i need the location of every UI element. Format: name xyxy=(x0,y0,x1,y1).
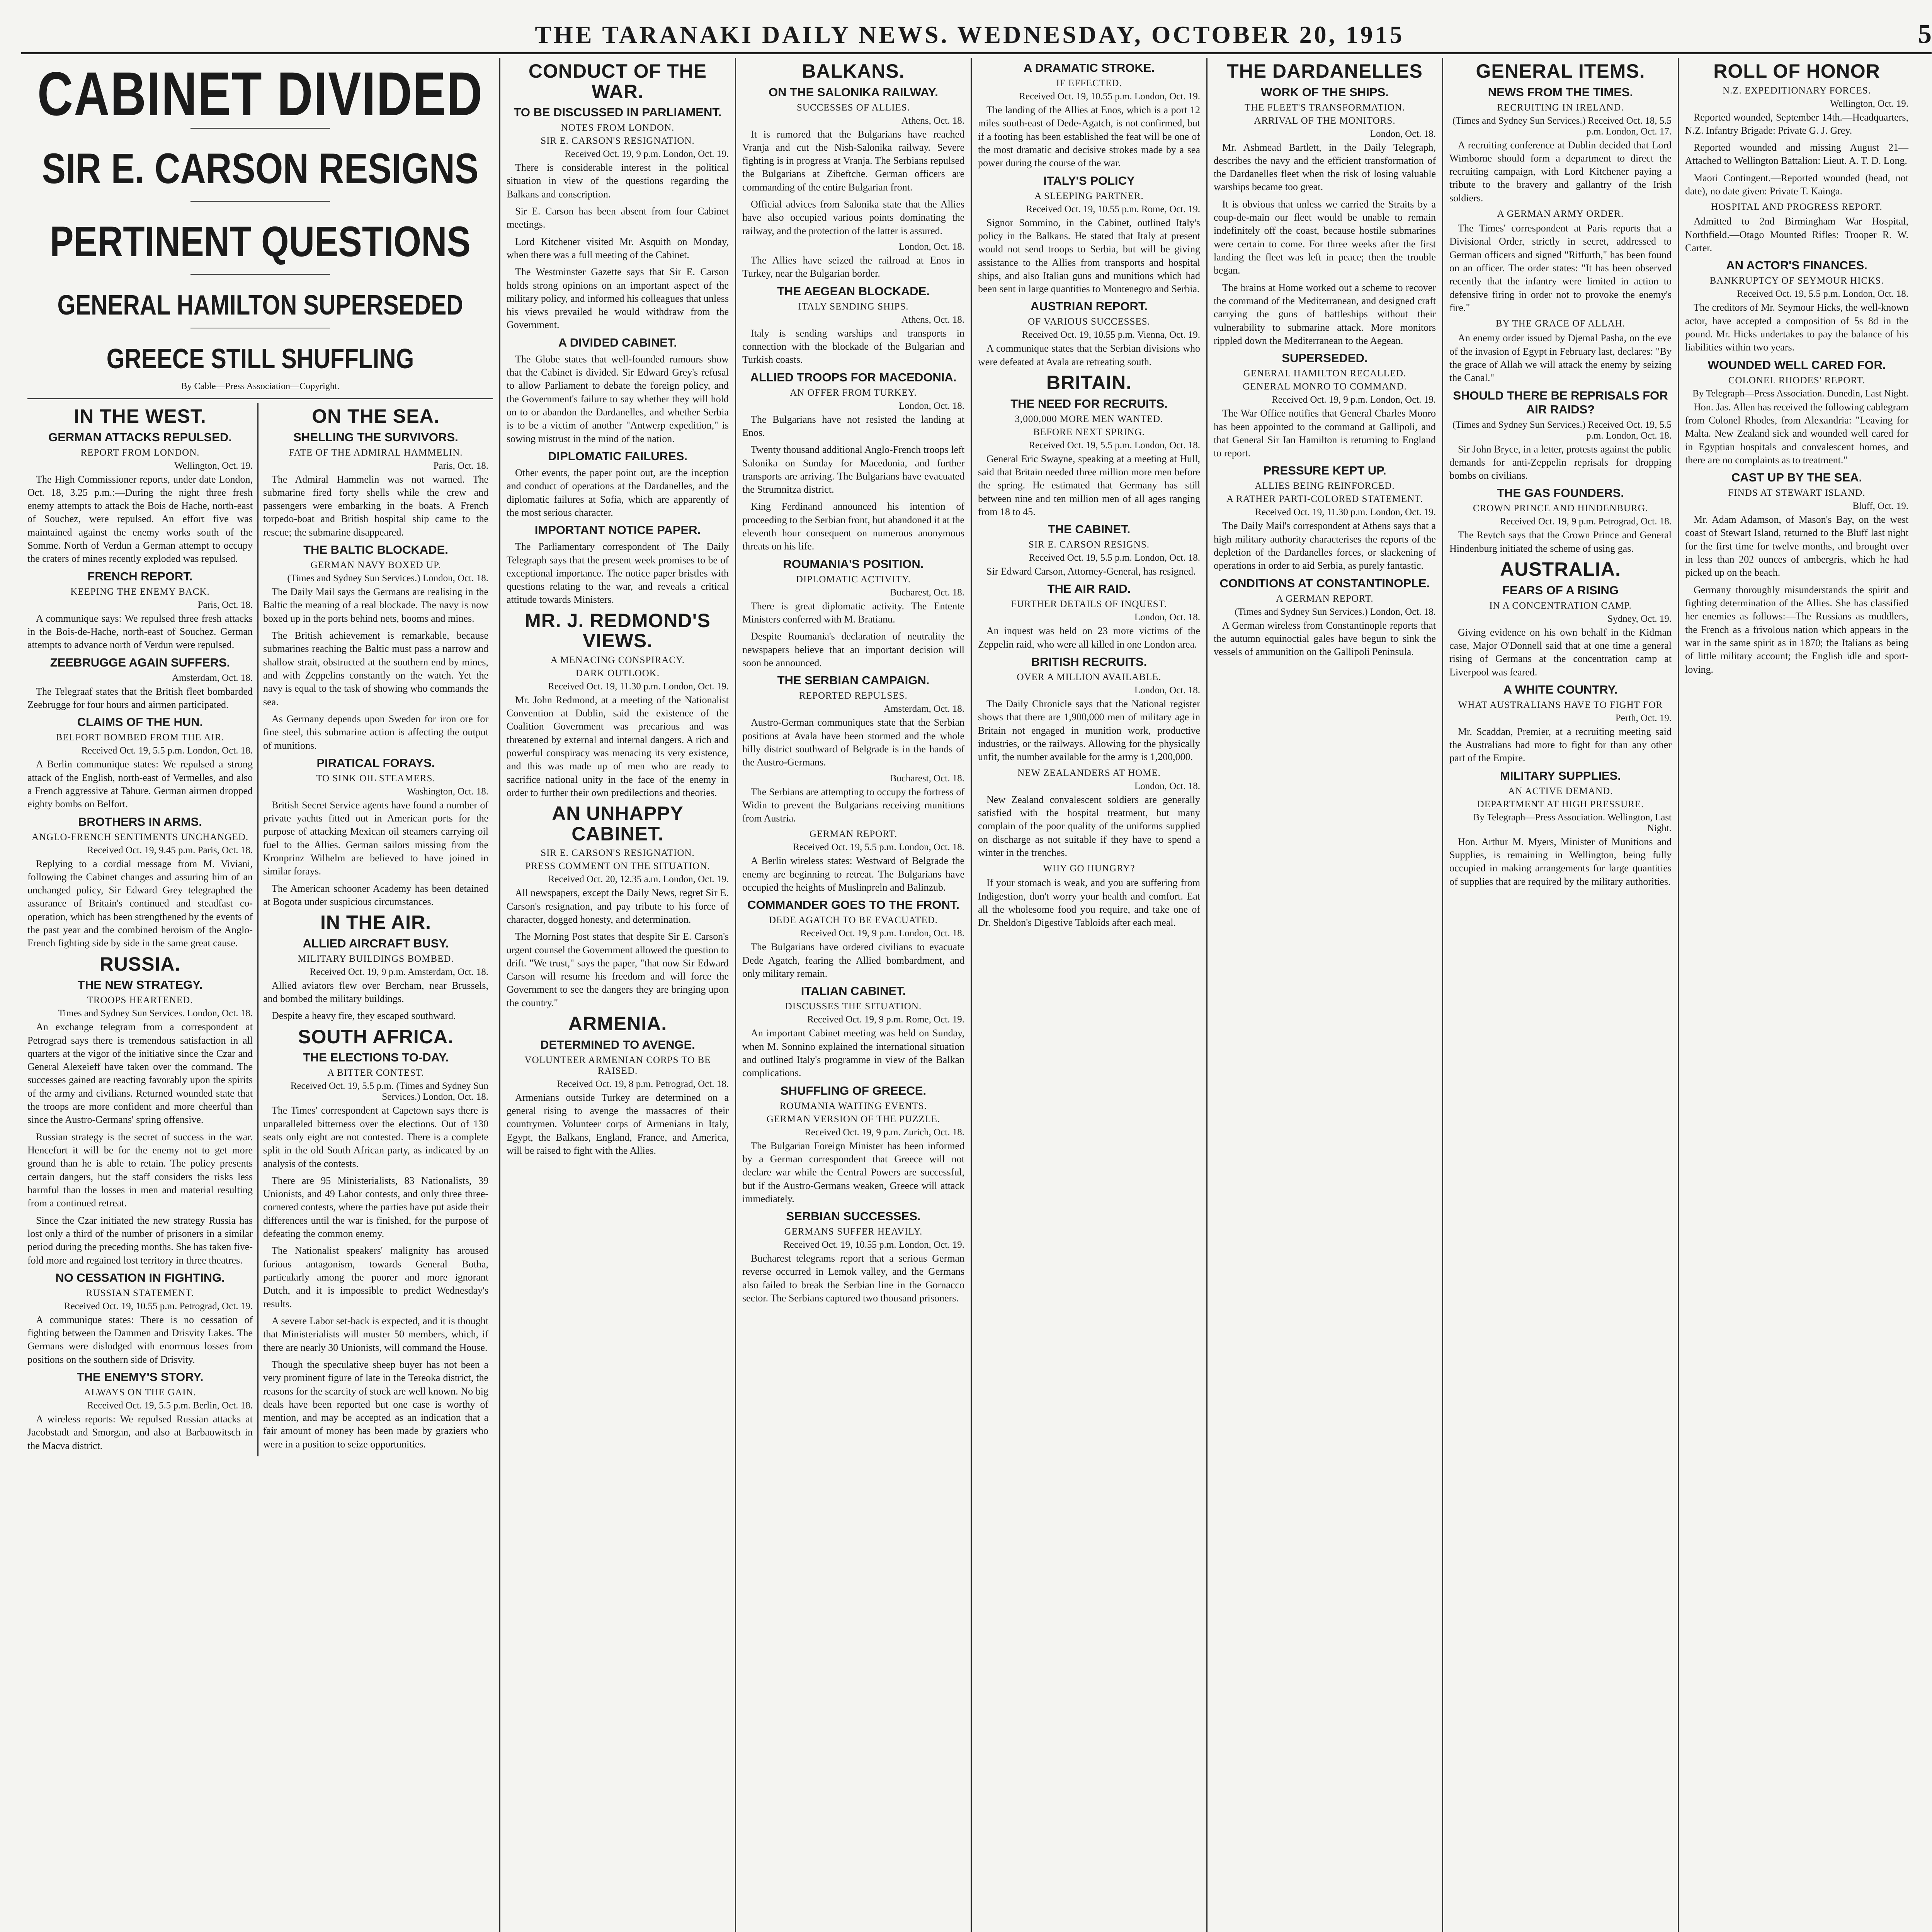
article-text: Though the speculative sheep buyer has not been a very prominent figure of late in the Tereoka district, the reasons for the scarcity of stock are well known. No big deals have been reported but one case is worthy of mention, and may be accepted as an indication that a fair amount of money has been made by graziers who were in a position to seize opportunities. xyxy=(263,1359,488,1450)
subheadline: AN ACTOR'S FINANCES. xyxy=(1726,259,1867,272)
article-text: Mr. Adam Adamson, of Mason's Bay, on the west coast of Stewart Island, returned to the Bluff last night for the first time for twelve months, and brought over in less than 202 ounces of ambergris, which he had picked up on the beach. xyxy=(1685,514,1908,578)
dateline: Amsterdam, Oct. 18. xyxy=(884,704,964,714)
deck: CROWN PRINCE AND HINDENBURG. xyxy=(1473,503,1648,514)
article-text: Despite a heavy fire, they escaped southward. xyxy=(272,1010,456,1022)
article-text: Allied aviators flew over Bercham, near Brussels, and bombed the military buildings. xyxy=(263,980,488,1005)
deck: DISCUSSES THE SITUATION. xyxy=(785,1001,922,1012)
article-text: A communique says: We repulsed three fresh attacks in the Bois-de-Hache, north-east of Souchez. German attempts to advance north of Verdun were repulsed. xyxy=(27,612,253,651)
dateline: London, Oct. 18. xyxy=(898,242,964,252)
dateline: Times and Sydney Sun Services. London, Oct. 18. xyxy=(58,1008,253,1019)
subheadline: SUPERSEDED. xyxy=(1282,351,1368,365)
article-text: Maori Contingent.—Reported wounded (head, not date), no date given: Private T. Kainga. xyxy=(1685,172,1908,197)
subheadline: COMMANDER GOES TO THE FRONT. xyxy=(747,898,959,912)
article-text: The High Commissioner reports, under date London, Oct. 18, 3.25 p.m.:—During the night three fresh enemy attempts to attack the Bois de Hache, north-east of Souchez, were repulsed. An effort five was maintained against the enemy works south of the Somme. North of Verdun a German attempt to occupy the craters of mines recently exploded was repulsed. xyxy=(27,473,253,565)
dateline: Received Oct. 19, 5.5 p.m. (Times and Sydney Sun Services.) London, Oct. 18. xyxy=(290,1081,488,1102)
article-text: A communique states: There is no cessation of fighting between the Dammen and Drisvity Lakes. The Germans were dislodged with enormous losses from positions on the southern side of Drisvity. xyxy=(27,1314,253,1365)
subheadline: ON THE SALONIKA RAILWAY. xyxy=(769,85,938,99)
subheadline: NEWS FROM THE TIMES. xyxy=(1488,85,1633,99)
deck: A GERMAN REPORT. xyxy=(1276,593,1374,604)
deck: ALWAYS ON THE GAIN. xyxy=(84,1387,196,1398)
section-headline: ROLL OF HONOR xyxy=(1713,60,1880,82)
section-headline: BRITAIN. xyxy=(1046,372,1132,394)
lead-column xyxy=(21,58,500,1932)
article-text: Reported wounded and missing August 21—Attached to Wellington Battalion: Lieut. A. T. D. Long. xyxy=(1685,142,1908,167)
deck: FATE OF THE ADMIRAL HAMMELIN. xyxy=(289,447,463,458)
section-headline: AUSTRALIA. xyxy=(1500,558,1621,580)
deck: SUCCESSES OF ALLIES. xyxy=(797,102,910,113)
dateline: Perth, Oct. 19. xyxy=(1615,713,1672,723)
deck: ANGLO-FRENCH SENTIMENTS UNCHANGED. xyxy=(31,832,249,842)
deck: VOLUNTEER ARMENIAN CORPS TO BE RAISED. xyxy=(524,1054,711,1076)
section-headline: CONDUCT OF THE WAR. xyxy=(528,60,707,102)
article-text: Signor Sommino, in the Cabinet, outlined Italy's policy in the Balkans. He stated that Italy at present would not send troops to Serbia, but will be giving assistance to the Allies from transports and hospital ships, and also Italian guns and munitions which had been sent in large quantities to Montenegro and Serbia. xyxy=(978,217,1200,295)
deck: 3,000,000 MORE MEN WANTED. xyxy=(1015,413,1163,424)
deck: A SLEEPING PARTNER. xyxy=(1034,190,1144,201)
dateline: Received Oct. 19, 9 p.m. Zurich, Oct. 18. xyxy=(804,1127,964,1138)
deck: FURTHER DETAILS OF INQUEST. xyxy=(1011,599,1167,610)
dateline: Received Oct. 19, 10.55 p.m. London, Oct. 19. xyxy=(1019,91,1200,102)
deck: OVER A MILLION AVAILABLE. xyxy=(1017,672,1162,683)
col-west xyxy=(27,403,259,1456)
article-text: An exchange telegram from a correspondent at Petrograd says there is tremendous satisfaction in all quarters at the vigor of the initiative since the Czar and General Alexeieff have taken over the command. The successes gained are reacting favorably upon the spirits of the army and civilians. Returned wounded state that the troops are more confident and more cheerful than since the Austro-Germans' spring offensive. xyxy=(27,1021,253,1126)
deck: BY THE GRACE OF ALLAH. xyxy=(1495,318,1626,329)
subheadline: IMPORTANT NOTICE PAPER. xyxy=(534,523,701,537)
columns xyxy=(21,58,1932,1932)
subheadline: A DRAMATIC STROKE. xyxy=(1023,61,1155,75)
subheadline: GERMAN ATTACKS REPULSED. xyxy=(48,430,232,444)
deck: TO SINK OIL STEAMERS. xyxy=(316,773,435,784)
dateline: (Times and Sydney Sun Services.) Received Oct. 18, 5.5 p.m. London, Oct. 17. xyxy=(1452,115,1672,137)
article-text: There is great diplomatic activity. The Entente Ministers conferred with M. Bratianu. xyxy=(742,600,964,625)
subheadline: DETERMINED TO AVENGE. xyxy=(540,1037,695,1051)
subheadline: THE ELECTIONS TO-DAY. xyxy=(303,1051,449,1065)
dateline: Washington, Oct. 18. xyxy=(406,786,488,797)
deck: HOSPITAL AND PROGRESS REPORT. xyxy=(1711,202,1883,213)
dateline: Received Oct. 19, 9 p.m. London, Oct. 19. xyxy=(1272,395,1436,405)
deck: SIR E. CARSON'S RESIGNATION. xyxy=(541,136,695,146)
column-general xyxy=(1443,58,1679,1932)
article-text: A Berlin communique states: We repulsed a strong attack of the English, north-east of Vermelles, and also a French aggressive at Tahure. German airmen dropped eighty bombs on Belfort. xyxy=(27,759,253,810)
subheadline: THE NEW STRATEGY. xyxy=(77,978,203,992)
article-text: Armenians outside Turkey are determined on a general rising to avenge the massacres of their countrymen. Volunteer corps of Armenians in Italy, Egypt, the Balkans, England, France, and America, will be raised to fight with the Allies. xyxy=(507,1092,729,1156)
article-text: The Times' correspondent at Capetown says there is unparalleled bitterness over the elections. Out of 130 seats only eight are not contested. There is a complete split in the old South African party, as indicated by an analysis of the contests. xyxy=(263,1105,488,1169)
deck: KEEPING THE ENEMY BACK. xyxy=(70,586,210,597)
article-text: Hon. Jas. Allen has received the following cablegram from Colonel Rhodes, from Alexandria: "Leaving for Malta. New Zealand sick and wounded well cared for in Egyptian hospitals and convalescent homes, and there are no complaints as to treatment." xyxy=(1685,401,1908,466)
deck: BELFORT BOMBED FROM THE AIR. xyxy=(56,732,224,743)
deck: GENERAL HAMILTON RECALLED. xyxy=(1243,368,1406,379)
deck: ALLIES BEING REINFORCED. xyxy=(1255,481,1395,492)
subheadline: A DIVIDED CABINET. xyxy=(558,335,677,349)
article-text: The Globe states that well-founded rumours show that the Cabinet is divided. Sir Edward Grey's refusal to allow Parliament to debate the foreign policy, and the Government's failure to say whether they will hold on to or abandon the Dardanelles, and whether Serbia is to be a victim of another "Antwerp expedition," is sowing mistrust in the mind of the nation. xyxy=(507,353,729,444)
article-text: Lord Kitchener visited Mr. Asquith on Monday, when there was a full meeting of the Cabinet. xyxy=(507,236,729,260)
deck: ITALY SENDING SHIPS. xyxy=(798,301,909,312)
dateline: Bucharest, Oct. 18. xyxy=(890,587,964,598)
dateline: (Times and Sydney Sun Services.) London, Oct. 18. xyxy=(1235,606,1436,617)
deck: IF EFFECTED. xyxy=(1056,78,1122,88)
dateline: Received Oct. 19, 9 p.m. Petrograd, Oct. 18. xyxy=(1500,516,1672,527)
deck: ARRIVAL OF THE MONITORS. xyxy=(1254,115,1396,126)
subheadline: PIRATICAL FORAYS. xyxy=(316,756,435,770)
deck: A MENACING CONSPIRACY. xyxy=(550,655,685,665)
col-sea xyxy=(259,403,493,1456)
deck: NOTES FROM LONDON. xyxy=(561,122,675,133)
article-text: The Daily Mail's correspondent at Athens says that a high military authority characterises the reports of the depletion of the Dardanelles forces, or slackening of operations in order to aid Serbia, as purely fantastic. xyxy=(1214,520,1436,571)
article-text: Giving evidence on his own behalf in the Kidman case, Major O'Donnell said that at one time a general rising of Germans at the concentration camp at Liverpool was feared. xyxy=(1449,626,1672,678)
masthead-title: THE TARANAKI DAILY NEWS. WEDNESDAY, OCTOBER 20, 1915 xyxy=(535,21,1405,48)
dateline: London, Oct. 18. xyxy=(898,400,964,411)
subheadline: ITALY'S POLICY xyxy=(1043,173,1135,187)
subheadline: THE AEGEAN BLOCKADE. xyxy=(777,284,930,298)
article-text: The Times' correspondent at Paris reports that a Divisional Order, strictly in secret, addressed to German officers and signed "Ritfurth," has been found on an officer. The order states: "It has been observed recently that the infantry were limited in action to defensive firing in order not to provoke the enemy's fire." xyxy=(1449,223,1672,313)
section-headline: RUSSIA. xyxy=(99,953,181,975)
divider xyxy=(190,274,330,275)
dateline: Amsterdam, Oct. 18. xyxy=(172,672,253,683)
masthead xyxy=(21,15,1932,54)
article-text: The Admiral Hammelin was not warned. The submarine fired forty shells while the crew and passengers were embarking in the boats. A French torpedo-boat and British hospital ship came to the rescue; the submarine disappeared. xyxy=(263,473,488,538)
article-text: Italy is sending warships and transports in connection with the blockade of the Bulgarian and Turkish coasts. xyxy=(742,327,964,366)
article-text: The War Office notifies that General Charles Monro has been appointed to the command at Gallipoli, and that General Sir Ian Hamilton is returning to England to report. xyxy=(1214,408,1436,459)
article-text: Since the Czar initiated the new strategy Russia has lost only a third of the number of prisoners in a similar period during the preceding months. She has taken five-fold more and regained lost territory in three theatres. xyxy=(27,1214,253,1266)
article-text: Sir E. Carson has been absent from four Cabinet meetings. xyxy=(507,205,729,230)
subheadline: THE SERBIAN CAMPAIGN. xyxy=(777,673,930,687)
article-text: King Ferdinand announced his intention of proceeding to the Serbian front, but abandoned it at the eleventh hour consequent on numerous anonymous threats on his life. xyxy=(742,501,964,552)
column-conduct xyxy=(500,58,736,1932)
article-text: If your stomach is weak, and you are suffering from Indigestion, don't worry your health and comfort. Eat all the wholesome food you require, and take one of Dr. Sheldon's Digestive Tabloids after each meal. xyxy=(978,877,1200,929)
subheadline: ROUMANIA'S POSITION. xyxy=(783,557,924,571)
subheadline: CAST UP BY THE SEA. xyxy=(1731,471,1862,485)
article-text: British Secret Service agents have found a number of private yachts fitted out in American ports for the purpose of attacking Mexican oil steamers carrying oil fuel to the Allies. German sailors missing from the Kronprinz Wilhelm are believed to have joined in similar forays. xyxy=(263,799,488,877)
article-text: The Morning Post states that despite Sir E. Carson's urgent counsel the Government allowed the question to drift. "We trust," says the paper, "that now Sir Edward Carson will resume his freedom and will force the Government to see the dangers they are bringing upon the country." xyxy=(507,931,729,1009)
banner-subhead: PERTINENT QUESTIONS xyxy=(50,218,471,266)
deck: IN A CONCENTRATION CAMP. xyxy=(1489,600,1632,611)
dateline: Received Oct. 19, 5.5 p.m. Berlin, Oct. 18. xyxy=(87,1400,253,1411)
article-text: Germany thoroughly misunderstands the spirit and fighting determination of the Allies. She has classified her enemies as follows:—The Russians as muddlers, the French as a frivolous nation which appears in the war in the same spirit as in 1870; the Italians as being of little military account; the English idle and sport-loving. xyxy=(1685,584,1908,675)
subheadline: ALLIED TROOPS FOR MACEDONIA. xyxy=(750,370,957,384)
deck: DEPARTMENT AT HIGH PRESSURE. xyxy=(1477,799,1644,810)
article-text: The Bulgarians have ordered civilians to evacuate Dede Agatch, fearing the Allied bombardment, and only military remain. xyxy=(742,941,964,979)
dateline: Received Oct. 19, 5.5 p.m. London, Oct. 18. xyxy=(1737,289,1908,299)
article-text: Sir Edward Carson, Attorney-General, has resigned. xyxy=(986,566,1196,577)
dateline: Bluff, Oct. 19. xyxy=(1852,501,1908,512)
deck: SIR E. CARSON RESIGNS. xyxy=(1028,539,1150,550)
subheadline: THE CABINET. xyxy=(1048,522,1131,536)
divider xyxy=(190,201,330,202)
article-text: An enemy order issued by Djemal Pasha, on the eve of the invasion of Egypt in February last, declares: "By the grace of Allah we will attack the enemy by seizing the Canal." xyxy=(1449,332,1672,384)
dateline: Athens, Oct. 18. xyxy=(901,314,964,325)
section-headline: THE DARDANELLES xyxy=(1227,60,1423,82)
dateline: Received Oct. 19, 10.55 p.m. Vienna, Oct. 19. xyxy=(1022,330,1200,340)
section-headline: GENERAL ITEMS. xyxy=(1476,60,1645,82)
subheadline: PRESSURE KEPT UP. xyxy=(1263,464,1386,478)
column-stroke xyxy=(972,58,1208,1932)
article-text: Despite Roumania's declaration of neutrality the newspapers believe that an important decision will soon be announced. xyxy=(742,631,964,668)
dateline: London, Oct. 18. xyxy=(1134,685,1200,696)
deck: SIR E. CARSON'S RESIGNATION. xyxy=(541,848,695,859)
dateline: (Times and Sydney Sun Services.) Received Oct. 19, 5.5 p.m. London, Oct. 18. xyxy=(1452,419,1672,441)
banner-subhead: GREECE STILL SHUFFLING xyxy=(106,343,414,374)
article-text: Mr. John Redmond, at a meeting of the Nationalist Convention at Dublin, said the existence of the Coalition Government was precarious and was threatened by external and internal dangers. A rich and powerful conspiracy was menacing its very existence, and this was made up of men who are ready to sacrifice national unity in the face of the enemy in order to further their own predilections and theories. xyxy=(507,694,729,798)
deck: TROOPS HEARTENED. xyxy=(87,995,193,1006)
subheadline: THE GAS FOUNDERS. xyxy=(1497,486,1624,500)
subheadline: WORK OF THE SHIPS. xyxy=(1261,85,1389,99)
dateline: Paris, Oct. 18. xyxy=(433,460,488,471)
dateline: Received Oct. 19, 9 p.m. Rome, Oct. 19. xyxy=(807,1014,964,1025)
deck: THE FLEET'S TRANSFORMATION. xyxy=(1244,102,1405,113)
deck: DARK OUTLOOK. xyxy=(575,668,660,679)
article-text: A Berlin wireless states: Westward of Belgrade the enemy are beginning to retreat. The Bulgarians have occupied the heights of Muslinpreln and Balinzub. xyxy=(742,855,964,893)
article-text: All newspapers, except the Daily News, regret Sir E. Carson's resignation, and pay tribute to his force of character, dogged honesty, and determination. xyxy=(507,887,729,925)
dateline: Received Oct. 19, 5.5 p.m. London, Oct. 18. xyxy=(793,842,964,853)
article-text: The Allies have seized the railroad at Enos in Turkey, near the Bulgarian border. xyxy=(742,255,964,279)
subheadline: THE BALTIC BLOCKADE. xyxy=(303,543,448,557)
dateline: Received Oct. 19, 11.30 p.m. London, Oct. 19. xyxy=(548,681,729,692)
subheadline: BRITISH RECRUITS. xyxy=(1031,655,1147,669)
deck: REPORTED REPULSES. xyxy=(799,690,908,701)
dateline: Paris, Oct. 18. xyxy=(197,599,253,610)
dateline: Received Oct. 19, 8 p.m. Petrograd, Oct. 18. xyxy=(557,1078,729,1089)
subheadline: FEARS OF A RISING xyxy=(1502,583,1619,597)
dateline: Received Oct. 19, 9 p.m. London, Oct. 19. xyxy=(565,149,729,159)
subheadline: ITALIAN CABINET. xyxy=(801,984,906,998)
article-text: Russian strategy is the secret of success in the war. Hencefort it will be for the enemy not to get more ground than he is able to retain. The policy presents certain dangers, but the staff considers the risks less harmful than the losses in men and material resulting from a continued retreat. xyxy=(27,1131,253,1209)
article-text: The Daily Mail says the Germans are realising in the Baltic the meaning of a real blockade. The navy is now boxed up in the ports behind nets, booms and mines. xyxy=(263,586,488,624)
subheadline: SHELLING THE SURVIVORS. xyxy=(293,430,458,444)
dateline: Bucharest, Oct. 18. xyxy=(890,773,964,784)
dateline: Received Oct. 19, 9 p.m. Amsterdam, Oct. 18. xyxy=(310,966,488,977)
article-text: A communique states that the Serbian divisions who were defeated at Avala are retreating south. xyxy=(978,343,1200,367)
article-text: Mr. Scaddan, Premier, at a recruiting meeting said the Australians had more to fight for than any other part of the Empire. xyxy=(1449,726,1672,764)
subheadline: BROTHERS IN ARMS. xyxy=(78,815,202,828)
deck: REPORT FROM LONDON. xyxy=(80,447,200,458)
article-text: A German wireless from Constantinople reports that the autumn equinoctial gales have begun to sink the vessels of ammunition on the Gallipoli Peninsula. xyxy=(1214,619,1436,658)
dateline: (Times and Sydney Sun Services.) London, Oct. 18. xyxy=(287,573,488,584)
dateline: Received Oct. 19, 10.55 p.m. Petrograd, Oct. 19. xyxy=(64,1301,253,1311)
deck: BANKRUPTCY OF SEYMOUR HICKS. xyxy=(1709,276,1884,286)
column-dardanelles xyxy=(1208,58,1443,1932)
subheadline: THE ENEMY'S STORY. xyxy=(77,1370,204,1384)
article-text: The Serbians are attempting to occupy the fortress of Widin to prevent the Bulgarians receiving munitions from Austria. xyxy=(742,786,964,824)
article-text: The Daily Chronicle says that the National register shows that there are 1,900,000 men of military age in Britain not engaged in munition work, productive industries, or the railways. Allowing for the physically unfit, the number available for the army is 1,200,000. xyxy=(978,698,1200,763)
article-text: Other events, the paper point out, are the inception and conduct of operations at the Dardanelles, and the diplomatic failures at Sofia, which are apparently of the most serious character. xyxy=(507,467,729,518)
dateline: Sydney, Oct. 19. xyxy=(1607,613,1672,624)
deck: GERMAN REPORT. xyxy=(809,829,898,840)
article-text: Reported wounded, September 14th.—Headquarters, N.Z. Infantry Brigade: Private G. J. Grey. xyxy=(1685,111,1908,136)
deck: MILITARY BUILDINGS BOMBED. xyxy=(298,953,454,964)
dateline: Wellington, Oct. 19. xyxy=(174,460,253,471)
dateline: Received Oct. 19, 9 p.m. London, Oct. 18. xyxy=(800,928,964,939)
subheadline: FRENCH REPORT. xyxy=(87,569,193,583)
section-headline: SOUTH AFRICA. xyxy=(298,1026,454,1048)
deck: RUSSIAN STATEMENT. xyxy=(86,1287,194,1298)
section-headline: IN THE AIR. xyxy=(320,912,431,934)
article-text: An important Cabinet meeting was held on Sunday, when M. Sonnino explained the international situation and outlined Italy's programme in view of the Balkan complications. xyxy=(742,1027,964,1079)
deck: OF VARIOUS SUCCESSES. xyxy=(1028,316,1150,327)
deck: ROUMANIA WAITING EVENTS. xyxy=(779,1100,927,1111)
section-headline: AN UNHAPPY CABINET. xyxy=(552,803,684,845)
section-headline: MR. J. REDMOND'S VIEWS. xyxy=(525,609,711,652)
subheadline: CONDITIONS AT CONSTANTINOPLE. xyxy=(1219,576,1430,590)
article-text: Twenty thousand additional Anglo-French troops left Salonika on Sunday for Macedonia, and further transports are arriving. The Bulgarians have evacuated the Strumnitza district. xyxy=(742,444,964,495)
subheadline: DIPLOMATIC FAILURES. xyxy=(548,449,688,463)
dateline: By Telegraph—Press Association. Wellington, Last Night. xyxy=(1473,812,1672,833)
article-text: Austro-German communiques state that the Serbian positions at Avala have been stormed and the whole hilly district southward of Belgrade is in the hands of the Austro-Germans. xyxy=(742,717,964,768)
subheadline: A WHITE COUNTRY. xyxy=(1503,682,1618,696)
deck: DIPLOMATIC ACTIVITY. xyxy=(796,574,911,585)
section-headline: BALKANS. xyxy=(802,60,905,82)
subheadline: TO BE DISCUSSED IN PARLIAMENT. xyxy=(514,105,722,119)
article-text: There is considerable interest in the political situation in view of the questions regarding the Balkans and conscription. xyxy=(507,162,729,200)
article-text: The Westminster Gazette says that Sir E. Carson holds strong opinions on an important aspect of the military policy, and informed his colleagues that unless his views prevailed he would withdraw from the Government. xyxy=(507,266,729,331)
deck: N.Z. EXPEDITIONARY FORCES. xyxy=(1722,85,1871,96)
deck: AN OFFER FROM TURKEY. xyxy=(790,387,917,398)
article-text: Replying to a cordial message from M. Viviani, following the Cabinet changes and assuring him of an unchanged policy, Sir Edward Grey telegraphed the assurance of Britain's continued and steadfast co-operation, which has been strengthened by the events of the past year and the combined heroism of the Anglo-French fighting side by side in the same great cause. xyxy=(27,858,253,949)
deck: A RATHER PARTI-COLORED STATEMENT. xyxy=(1226,494,1423,505)
article-text: The Telegraaf states that the British fleet bombarded Zeebrugge for four hours and airmen participated. xyxy=(27,685,253,710)
deck: RECRUITING IN IRELAND. xyxy=(1497,102,1624,113)
subheadline: WOUNDED WELL CARED FOR. xyxy=(1708,358,1886,372)
article-text: As Germany depends upon Sweden for iron ore for fine steel, this submarine action is affecting the output of munitions. xyxy=(263,713,488,751)
banner-subhead: SIR E. CARSON RESIGNS xyxy=(42,145,479,193)
dateline: London, Oct. 18. xyxy=(1370,128,1436,139)
article-text: Sir John Bryce, in a letter, protests against the public demands for anti-Zeppelin reprisals for dropping bombs on civilians. xyxy=(1449,443,1672,481)
dateline: Received Oct. 19, 10.55 p.m. Rome, Oct. 19. xyxy=(1026,204,1200,214)
article-text: Official advices from Salonika state that the Allies have also occupied various points dominating the railway, and the protection of the latter is assured. xyxy=(742,199,964,236)
article-text: The British achievement is remarkable, because submarines reaching the Baltic must pass a narrow and shallow strait, obstructed at the southern end by mines, and with Zeppelins constantly on the watch. Yet the navy is equal to the task of showing who commands the sea. xyxy=(263,630,488,707)
deck: GERMANS SUFFER HEAVILY. xyxy=(784,1226,923,1237)
deck: FINDS AT STEWART ISLAND. xyxy=(1728,488,1866,498)
article-text: The creditors of Mr. Seymour Hicks, the well-known actor, have accepted a composition of 5s 8d in the pound. Mr. Hicks undertakes to pay the balance of his liabilities within two years. xyxy=(1685,302,1908,353)
dateline: By Telegraph—Press Association. Dunedin, Last Night. xyxy=(1692,388,1908,399)
subheadline: ALLIED AIRCRAFT BUSY. xyxy=(303,936,449,950)
dateline: Received Oct. 19, 5.5 p.m. London, Oct. 18. xyxy=(1029,440,1200,451)
article-text: The American schooner Academy has been detained at Bogota under suspicious circumstances. xyxy=(263,883,488,907)
deck: GERMAN NAVY BOXED UP. xyxy=(310,560,441,571)
deck: NEW ZEALANDERS AT HOME. xyxy=(1017,767,1161,778)
banner-subhead: GENERAL HAMILTON SUPERSEDED xyxy=(57,289,463,321)
article-text: A wireless reports: We repulsed Russian attacks at Jacobstadt and Smorgan, and also at Barbaowitsch in the Macva district. xyxy=(27,1413,253,1451)
section-headline: ON THE SEA. xyxy=(312,405,440,427)
article-text: The Parliamentary correspondent of The Daily Telegraph says that the present week promises to be of exceptional importance. The notice paper bristles with questions relating to the war, and reveals a critical attitude towards Ministers. xyxy=(507,541,729,605)
subheadline: THE AIR RAID. xyxy=(1047,582,1131,596)
deck: COLONEL RHODES' REPORT. xyxy=(1728,375,1866,386)
deck: A BITTER CONTEST. xyxy=(327,1068,424,1078)
subheadline: ZEEBRUGGE AGAIN SUFFERS. xyxy=(50,655,230,669)
article-text: Mr. Ashmead Bartlett, in the Daily Telegraph, describes the navy and the efficient transformation of the Dardanelles fleet when the risk of losing valuable warships became too great. xyxy=(1214,141,1436,193)
section-headline: IN THE WEST. xyxy=(74,405,206,427)
subheadline: MILITARY SUPPLIES. xyxy=(1500,769,1621,782)
credit-line: By Cable—Press Association—Copyright. xyxy=(181,381,340,391)
article-text: The Bulgarians have not resisted the landing at Enos. xyxy=(742,413,964,438)
article-text: A recruiting conference at Dublin decided that Lord Wimborne should form a department to direct the recruiting campaign, with Lord Kitchener paying a tribute to the bravery and gallantry of the Irish soldiers. xyxy=(1449,139,1672,204)
deck: WHAT AUSTRALIANS HAVE TO FIGHT FOR xyxy=(1458,699,1663,710)
article-text: It is rumored that the Bulgarians have reached Vranja and cut the Nish-Salonika railway. Severe fighting is in progress at Vranja. The Serbians repulsed the Bulgarians at Zibeftche. German officers are commanding of the entire Bulgarian front. xyxy=(742,128,964,193)
dateline: Received Oct. 19, 9.45 p.m. Paris, Oct. 18. xyxy=(87,845,253,855)
deck: AN ACTIVE DEMAND. xyxy=(1508,786,1613,796)
deck: A GERMAN ARMY ORDER. xyxy=(1497,209,1624,219)
article-text: Admitted to 2nd Birmingham War Hospital, Northfield.—Otago Mounted Rifles: Trooper R. W. Carter. xyxy=(1685,216,1908,253)
column-balkans xyxy=(736,58,972,1932)
subheadline: SERBIAN SUCCESSES. xyxy=(786,1209,921,1223)
article-text: An inquest was held on 23 more victims of the Zeppelin raid, who were all killed in one London area. xyxy=(978,625,1200,650)
dateline: Received Oct. 19, 5.5 p.m. London, Oct. 18. xyxy=(1029,553,1200,563)
subheadline: CLAIMS OF THE HUN. xyxy=(77,715,203,729)
article-text: The Revtch says that the Crown Prince and General Hindenburg initiated the scheme of using gas. xyxy=(1449,529,1672,554)
page-number: 5 xyxy=(1918,19,1932,49)
subheadline: AUSTRIAN REPORT. xyxy=(1030,299,1148,313)
deck: BEFORE NEXT SPRING. xyxy=(1033,427,1145,437)
dateline: London, Oct. 18. xyxy=(1134,612,1200,623)
deck: WHY GO HUNGRY? xyxy=(1043,863,1135,874)
article-text: General Eric Swayne, speaking at a meeting at Hull, said that Britain needed three million more men before the spring. He estimated that Germany has still between nine and ten million men of all ages ranging from 18 to 45. xyxy=(978,453,1200,517)
deck: GERMAN VERSION OF THE PUZZLE. xyxy=(766,1114,940,1124)
article-text: The Bulgarian Foreign Minister has been informed by a German correspondent that Greece will not declare war while the Central Powers are successful, but if the Austro-Germans weaken, Greece will attack immediately. xyxy=(742,1140,964,1204)
dateline: Athens, Oct. 18. xyxy=(901,115,964,126)
article-text: The brains at Home worked out a scheme to recover the command of the Mediterranean, and designed craft carrying the guns of battleships without their vulnerability to submarine attack. More monitors rippled down the Mediterranean to the Aegean. xyxy=(1214,282,1436,346)
dateline: Received Oct. 19, 11.30 p.m. London, Oct. 19. xyxy=(1255,507,1436,518)
article-text: The landing of the Allies at Enos, which is a port 12 miles south-east of Dede-Agatch, is not confirmed, but if a footing has been established the feat will be one of the most dramatic and decisive strokes made by a sea power during the course of the war. xyxy=(978,104,1200,169)
article-text: Hon. Arthur M. Myers, Minister of Munitions and Supplies, is remaining in Wellington, being fully occupied in making arrangements for large quantities of supplies that are required by the military authorities. xyxy=(1449,836,1672,887)
article-text: It is obvious that unless we carried the Straits by a coup-de-main our fleet would be unable to remain indefinitely off the coast, because hostile submarines were certain to come. For three weeks after the first landing the fleet was left in peace; then the trouble began. xyxy=(1214,198,1436,276)
section-headline: ARMENIA. xyxy=(568,1013,667,1035)
article-text: The Nationalist speakers' malignity has aroused furious antagonism, towards General Botha, particularly among the poorer and more ignorant Dutch, and it is impossible to predict Wednesday's results. xyxy=(263,1245,488,1310)
subheadline: SHOULD THERE BE REPRISALS FOR AIR RAIDS? xyxy=(1453,388,1668,416)
column-roll xyxy=(1679,58,1915,1932)
dateline: Received Oct. 19, 10.55 p.m. London, Oct. 19. xyxy=(783,1240,964,1250)
lead-split xyxy=(27,398,493,1456)
dateline: Received Oct. 20, 12.35 a.m. London, Oct. 19. xyxy=(548,874,729,885)
deck: GENERAL MONRO TO COMMAND. xyxy=(1243,381,1407,392)
subheadline: NO CESSATION IN FIGHTING. xyxy=(55,1270,225,1284)
subheadline: THE NEED FOR RECRUITS. xyxy=(1010,396,1168,410)
deck: DEDE AGATCH TO BE EVACUATED. xyxy=(769,915,938,926)
banner-headline: CABINET DIVIDED xyxy=(37,60,483,129)
dateline: Received Oct. 19, 5.5 p.m. London, Oct. 18. xyxy=(81,745,253,756)
article-text: There are 95 Ministerialists, 83 Nationalists, 39 Unionists, and 49 Labor contests, and only three three-cornered contests, where the parties have put aside their differences until the war is finished, for the purpose of defeating the common enemy. xyxy=(263,1175,488,1240)
article-text: New Zealand convalescent soldiers are generally satisfied with the hospital treatment, but many complain of the poor quality of the uniforms supplied on discharge as not suitable if they have to spend a winter in the trenches. xyxy=(978,794,1200,858)
dateline: London, Oct. 18. xyxy=(1134,781,1200,791)
article-text: Bucharest telegrams report that a serious German reverse occurred in Lemok valley, and the Germans also failed to break the Serbian line in the Gornacco sector. The Serbians captured two thousand prisoners. xyxy=(742,1253,964,1304)
dateline: Wellington, Oct. 19. xyxy=(1830,98,1908,109)
article-text: A severe Labor set-back is expected, and it is thought that Ministerialists will muster 50 members, which, if there are nearly 30 Unionists, will command the House. xyxy=(263,1315,488,1353)
subheadline: SHUFFLING OF GREECE. xyxy=(780,1083,927,1097)
deck: PRESS COMMENT ON THE SITUATION. xyxy=(525,861,710,872)
